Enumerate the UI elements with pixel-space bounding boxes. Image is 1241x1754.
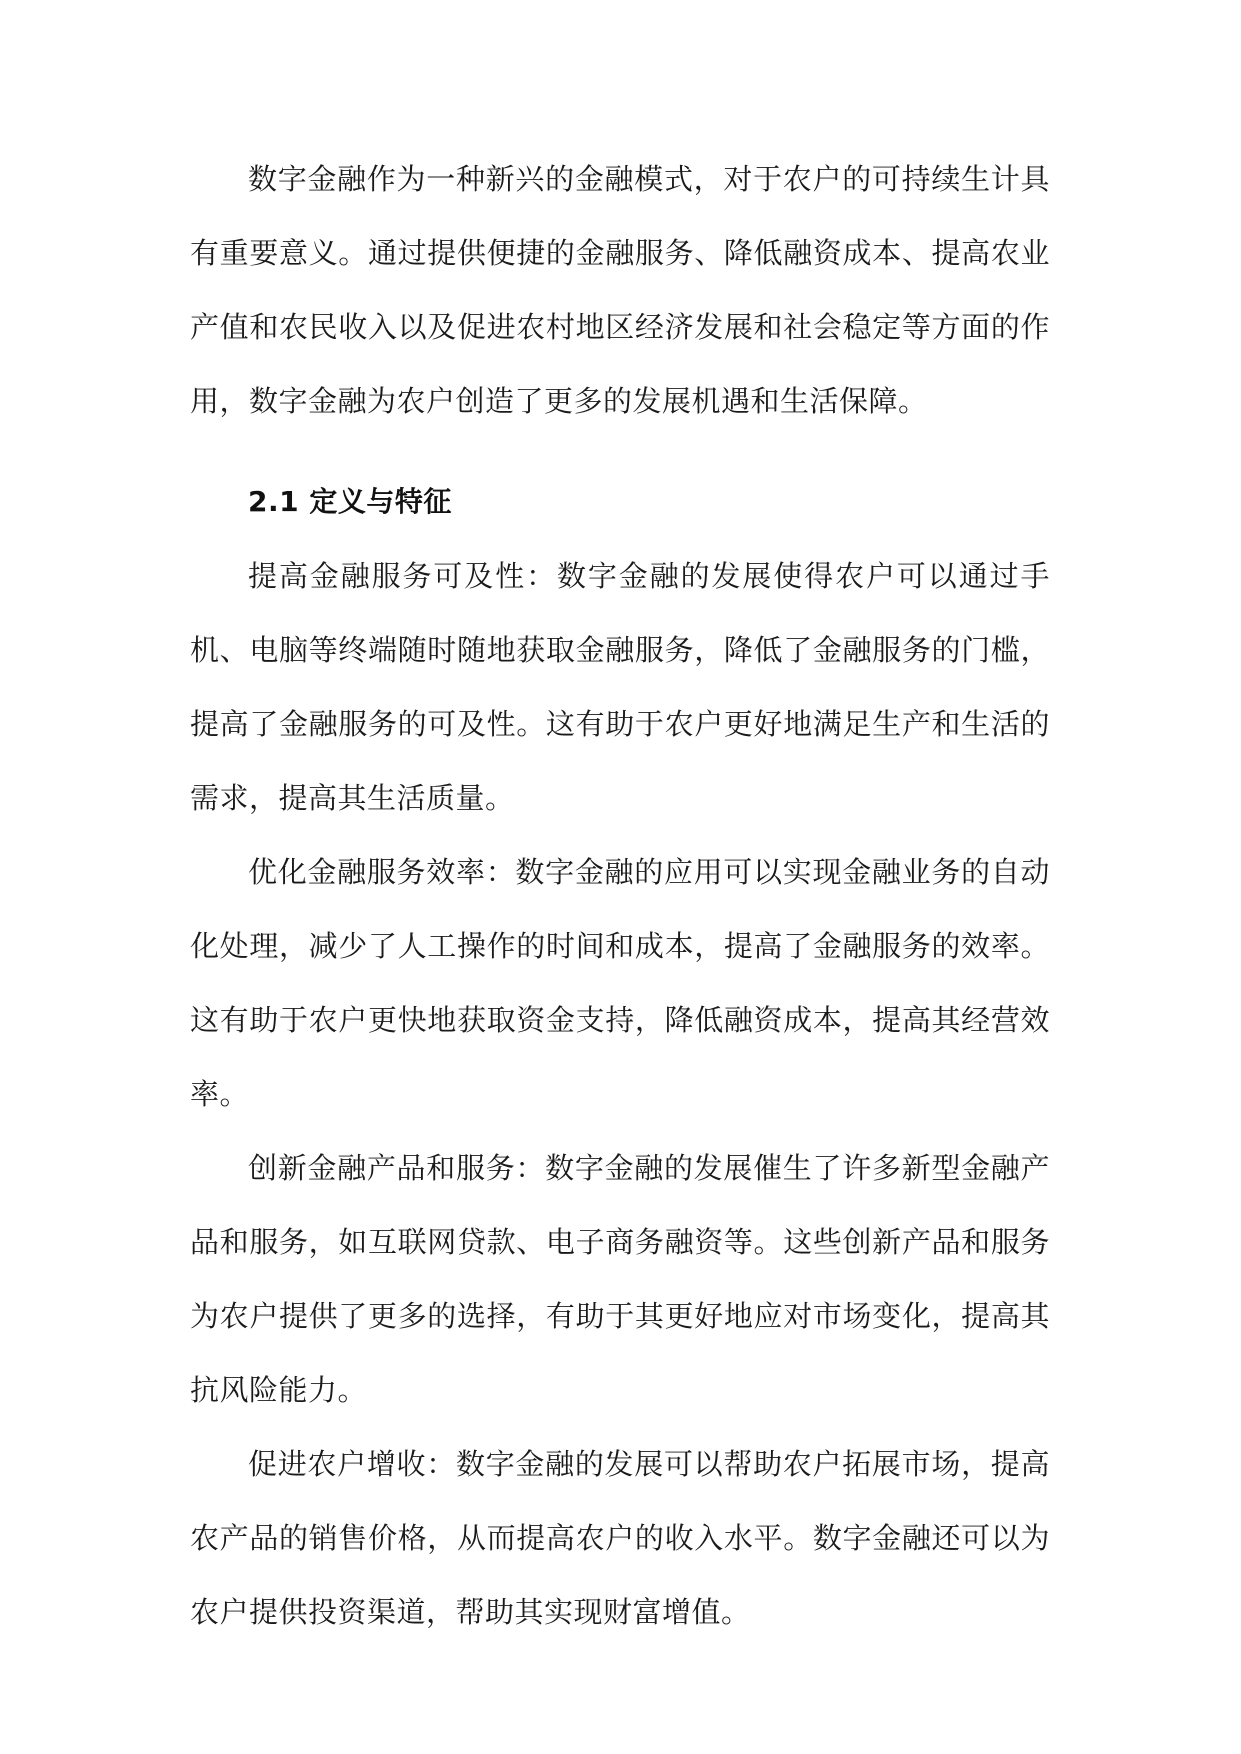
- paragraph-income: 促进农户增收：数字金融的发展可以帮助农户拓展市场，提高农产品的销售价格，从而提高农户的收入水平。数字金融还可以为农户提供投资渠道，帮助其实现财富增值。: [190, 1447, 1050, 1629]
- document-body: [190, 142, 1050, 1649]
- paragraph-accessibility: 提高金融服务可及性：数字金融的发展使得农户可以通过手机、电脑等终端随时随地获取金融服务，降低了金融服务的门槛，提高了金融服务的可及性。这有助于农户更好地满足生产和生活的需求，提高其生活质量。: [190, 559, 1050, 815]
- intro-paragraph: 数字金融作为一种新兴的金融模式，对于农户的可持续生计具有重要意义。通过提供便捷的金融服务、降低融资成本、提高农业产值和农民收入以及促进农村地区经济发展和社会稳定等方面的作用，数字金融为农户创造了更多的发展机遇和生活保障。: [190, 162, 1050, 418]
- section-heading: 2.1 定义与特征: [248, 485, 452, 518]
- paragraph-efficiency: 优化金融服务效率：数字金融的应用可以实现金融业务的自动化处理，减少了人工操作的时间和成本，提高了金融服务的效率。这有助于农户更快地获取资金支持，降低融资成本，提高其经营效率。: [190, 855, 1050, 1111]
- paragraph-innovation: 创新金融产品和服务：数字金融的发展催生了许多新型金融产品和服务，如互联网贷款、电子商务融资等。这些创新产品和服务为农户提供了更多的选择，有助于其更好地应对市场变化，提高其抗风险能力。: [190, 1151, 1050, 1407]
